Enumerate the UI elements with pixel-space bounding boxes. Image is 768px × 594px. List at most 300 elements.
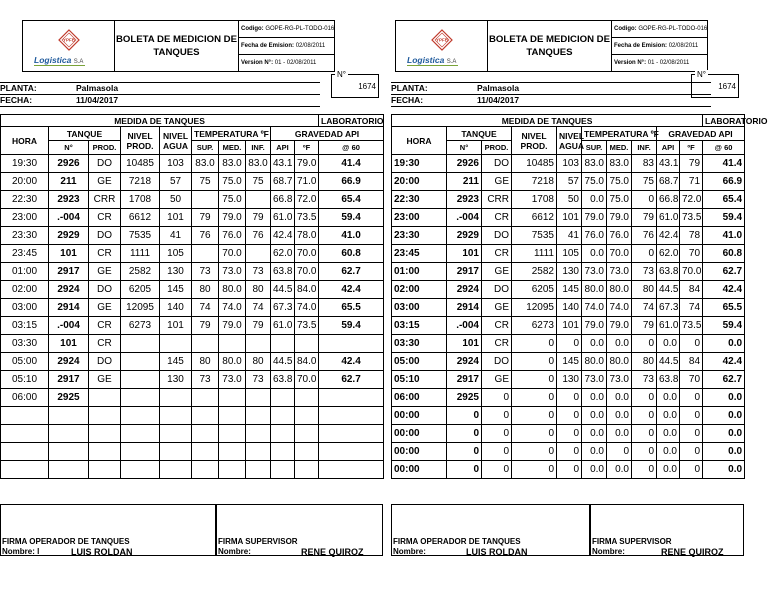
table-cell: 70.0 — [680, 263, 703, 281]
table-cell: 0 — [512, 425, 557, 443]
plant-info: PLANTA: Palmasola FECHA: 11/04/2017 — [391, 82, 711, 107]
table-cell: 2917 — [49, 263, 89, 281]
table-cell: 74.0 — [607, 299, 632, 317]
table-cell: 7535 — [512, 227, 557, 245]
table-row — [392, 425, 745, 443]
table-cell — [271, 443, 295, 461]
table-cell: 05:00 — [392, 353, 447, 371]
table-cell: 10485 — [512, 155, 557, 173]
table-cell: 0.0 — [657, 425, 680, 443]
table-cell: 70 — [680, 371, 703, 389]
table-cell: 59.4 — [703, 209, 745, 227]
table-cell: 84 — [680, 353, 703, 371]
table-cell: 00:00 — [392, 443, 447, 461]
table-cell: 2924 — [49, 281, 89, 299]
table-row — [392, 281, 745, 299]
table-cell — [1, 407, 49, 425]
table-cell: 101 — [160, 209, 192, 227]
table-cell: 03:00 — [1, 299, 49, 317]
table-cell: 145 — [160, 281, 192, 299]
table-cell: GE — [89, 371, 121, 389]
table-cell: 44.5 — [657, 353, 680, 371]
table-cell: 23:00 — [1, 209, 49, 227]
table-cell: 101 — [447, 335, 482, 353]
table-cell: 0 — [632, 461, 657, 479]
table-cell: 70.0 — [295, 371, 319, 389]
table-row — [392, 371, 745, 389]
table-cell: 6273 — [121, 317, 160, 335]
company-suffix: S.A — [446, 59, 457, 65]
table-cell: 80.0 — [219, 353, 246, 371]
table-cell: GE — [482, 173, 512, 191]
table-cell: 0 — [557, 389, 582, 407]
table-cell: 0.0 — [607, 407, 632, 425]
table-cell: 1708 — [512, 191, 557, 209]
table-cell: 2923 — [49, 191, 89, 209]
table-cell — [295, 407, 319, 425]
table-cell: 79.0 — [607, 317, 632, 335]
table-cell: 42.4 — [657, 227, 680, 245]
table-cell: 0.0 — [703, 335, 745, 353]
table-cell — [246, 425, 271, 443]
table-cell: 00:00 — [392, 407, 447, 425]
supervisor-name: RENE QUIROZ — [661, 547, 724, 557]
table-cell — [271, 389, 295, 407]
table-cell: 75.0 — [219, 191, 246, 209]
table-cell: 63.8 — [657, 371, 680, 389]
table-cell: 105 — [557, 245, 582, 263]
table-cell: 0 — [512, 371, 557, 389]
table-cell: 43.1 — [271, 155, 295, 173]
table-cell: 0.0 — [582, 191, 607, 209]
table-cell: 0.0 — [657, 443, 680, 461]
table-cell: 73.0 — [219, 371, 246, 389]
table-cell: 76 — [632, 227, 657, 245]
table-cell: 23:45 — [392, 245, 447, 263]
table-cell: 70.0 — [219, 245, 246, 263]
table-cell: 62.7 — [319, 263, 384, 281]
table-cell: 23:45 — [1, 245, 49, 263]
table-cell: 2925 — [447, 389, 482, 407]
table-cell: 06:00 — [392, 389, 447, 407]
table-cell: 50 — [557, 191, 582, 209]
table-cell: 0 — [482, 425, 512, 443]
table-cell: 0 — [512, 407, 557, 425]
table-cell: 02:00 — [1, 281, 49, 299]
table-cell: 41 — [557, 227, 582, 245]
table-cell: 2929 — [447, 227, 482, 245]
table-cell — [1, 425, 49, 443]
table-cell: 0 — [557, 425, 582, 443]
table-cell: 00:00 — [392, 461, 447, 479]
table-cell: 60.8 — [319, 245, 384, 263]
table-cell: 73 — [246, 371, 271, 389]
table-cell: 05:10 — [392, 371, 447, 389]
table-cell: 2917 — [447, 371, 482, 389]
table-cell: 0 — [557, 407, 582, 425]
table-cell: 103 — [160, 155, 192, 173]
table-cell: 0 — [680, 389, 703, 407]
table-cell: 0 — [447, 407, 482, 425]
table-cell: 2924 — [49, 353, 89, 371]
table-cell: 23:30 — [392, 227, 447, 245]
table-cell: 65.4 — [319, 191, 384, 209]
table-cell — [192, 245, 219, 263]
table-row — [1, 461, 384, 479]
table-cell: 83.0 — [246, 155, 271, 173]
table-cell: 57 — [557, 173, 582, 191]
table-cell: 78.0 — [295, 227, 319, 245]
measurement-table: MEDIDA DE TANQUES LABORATORIO HORA TANQUE NIVEL PROD. NIVEL AGUA TEMPERATURA ºF GRAVEDAD API N° PROD. SUP. MED. INF. API ºF @ 60 19:30 2926 DO 10485 103 83.0 83.0 83.0 43.1 79.0 41.4 20:00 211 GE 7218 57 75 75.0 75 68.7 71.0 66.9 22:30 2923 CRR 1708 50 75.0 66.8 72.0 65.4 23:00 .-004 CR 6612 101 79 79.0 79 61.0 73.5 59.4 23:30 2929 DO 7535 41 76 76.0 76 42.4 78.0 41.0 23:45 101 CR 1111 105 70.0 62.0 70.0 60.8 01:00 2917 GE 2582 130 73 73.0 73 63.8 70.0 62.7 02:00 2924 DO 6205 145 80 80.0 80 44.5 84.0 42.4 03:00 2914 GE 12095 140 74 74.0 74 67.3 74.0 65.5 03:15 .-004 CR 6273 101 79 79.0 79 61.0 73.5 59.4 03:30 101 CR 05:00 2924 DO 145 80 80.0 80 44.5 84.0 42.4 05:10 2917 GE 130 73 73.0 73 63.8 70.0 62.7 06:00 2925 — [0, 114, 384, 479]
table-cell: 00:00 — [392, 425, 447, 443]
table-cell: 80.0 — [582, 281, 607, 299]
table-cell: 0.0 — [703, 407, 745, 425]
table-cell: 59.4 — [703, 317, 745, 335]
table-row — [1, 155, 384, 173]
table-cell: CR — [482, 335, 512, 353]
table-cell: 62.7 — [319, 371, 384, 389]
table-cell: 61.0 — [271, 317, 295, 335]
table-cell: 0 — [482, 389, 512, 407]
table-cell — [219, 407, 246, 425]
company-logo — [396, 21, 488, 71]
table-cell: 6205 — [512, 281, 557, 299]
company-name: Logistica — [407, 55, 445, 65]
table-cell — [121, 443, 160, 461]
table-row — [392, 263, 745, 281]
table-cell — [319, 389, 384, 407]
table-cell: 05:00 — [1, 353, 49, 371]
table-cell: .-004 — [447, 209, 482, 227]
table-cell: 0.0 — [607, 389, 632, 407]
table-cell: 1111 — [512, 245, 557, 263]
table-cell — [121, 371, 160, 389]
table-cell: 22:30 — [392, 191, 447, 209]
table-cell: 73.0 — [219, 263, 246, 281]
table-cell: 0 — [557, 335, 582, 353]
table-cell — [271, 335, 295, 353]
table-row — [1, 299, 384, 317]
table-cell: 0.0 — [703, 389, 745, 407]
table-cell: 0 — [680, 461, 703, 479]
firma-supervisor: FIRMA SUPERVISOR Nombre: RENE QUIROZ — [590, 504, 744, 556]
table-cell: 71.0 — [295, 173, 319, 191]
table-cell: 0 — [512, 443, 557, 461]
table-cell: 03:00 — [392, 299, 447, 317]
table-cell: 83.0 — [582, 155, 607, 173]
table-cell: 02:00 — [392, 281, 447, 299]
table-cell: 0 — [482, 461, 512, 479]
table-cell: 73 — [192, 371, 219, 389]
company-name: Logistica — [34, 55, 72, 65]
table-cell: 83 — [632, 155, 657, 173]
table-cell: 130 — [160, 371, 192, 389]
table-cell — [219, 443, 246, 461]
table-cell: DO — [482, 281, 512, 299]
table-row — [392, 407, 745, 425]
table-cell: 76.0 — [582, 227, 607, 245]
table-cell: 80.0 — [219, 281, 246, 299]
table-cell: 7535 — [121, 227, 160, 245]
table-cell: 74.0 — [295, 299, 319, 317]
table-row — [1, 407, 384, 425]
plant-info: PLANTA: Palmasola FECHA: 11/04/2017 — [0, 82, 320, 107]
table-cell: 75.0 — [607, 191, 632, 209]
table-cell: 01:00 — [392, 263, 447, 281]
table-cell: 66.8 — [271, 191, 295, 209]
table-cell: 0.0 — [582, 407, 607, 425]
table-cell — [295, 461, 319, 479]
table-cell: 72.0 — [680, 191, 703, 209]
table-cell: 79.0 — [219, 209, 246, 227]
table-cell — [1, 461, 49, 479]
table-row — [1, 245, 384, 263]
table-cell: 20:00 — [392, 173, 447, 191]
table-cell — [295, 425, 319, 443]
table-cell — [192, 443, 219, 461]
table-cell: 0 — [680, 443, 703, 461]
table-cell: 80 — [192, 281, 219, 299]
table-row — [392, 443, 745, 461]
table-cell: 0 — [447, 425, 482, 443]
table-cell: 211 — [447, 173, 482, 191]
table-cell — [271, 407, 295, 425]
table-cell: DO — [89, 227, 121, 245]
table-cell: 2914 — [49, 299, 89, 317]
table-cell: 0 — [632, 425, 657, 443]
table-cell — [121, 353, 160, 371]
table-cell: 63.8 — [657, 263, 680, 281]
table-cell: CRR — [89, 191, 121, 209]
table-cell: DO — [89, 155, 121, 173]
table-cell: 0 — [680, 425, 703, 443]
table-cell: 20:00 — [1, 173, 49, 191]
table-cell: 0 — [447, 443, 482, 461]
form-meta: Codigo: GOPE-RG-PL-TODO-016 Fecha de Emision: 02/08/2011 Version N°: 01 - 02/08/2011 — [239, 21, 334, 71]
table-cell: 145 — [557, 281, 582, 299]
table-cell: 0.0 — [582, 461, 607, 479]
table-cell: DO — [89, 353, 121, 371]
table-cell: 101 — [160, 317, 192, 335]
table-cell — [89, 443, 121, 461]
table-row — [392, 299, 745, 317]
fecha-value: 11/04/2017 — [76, 95, 119, 105]
table-cell — [219, 461, 246, 479]
table-cell: 0.0 — [582, 245, 607, 263]
table-cell — [219, 389, 246, 407]
table-cell: 73.5 — [295, 317, 319, 335]
table-cell: 01:00 — [1, 263, 49, 281]
table-cell: 72.0 — [295, 191, 319, 209]
table-cell: 76.0 — [219, 227, 246, 245]
table-cell: 84.0 — [295, 353, 319, 371]
table-cell: 70 — [680, 245, 703, 263]
table-cell — [246, 335, 271, 353]
table-row — [392, 335, 745, 353]
table-cell: 66.9 — [703, 173, 745, 191]
table-cell: 130 — [557, 263, 582, 281]
table-cell: 0 — [512, 461, 557, 479]
table-row — [1, 371, 384, 389]
table-cell — [192, 389, 219, 407]
firma-operador: FIRMA OPERADOR DE TANQUES Nombre: l LUIS ROLDAN — [0, 504, 216, 556]
table-row — [1, 227, 384, 245]
form-header — [395, 20, 708, 72]
ypfb-brand-text: YPFB — [435, 37, 449, 43]
table-cell: GE — [89, 299, 121, 317]
table-cell: 61.0 — [657, 209, 680, 227]
table-cell: 101 — [557, 317, 582, 335]
table-cell — [121, 425, 160, 443]
table-cell: 211 — [49, 173, 89, 191]
table-cell: 03:15 — [1, 317, 49, 335]
table-cell — [160, 425, 192, 443]
table-cell — [89, 461, 121, 479]
table-cell: 42.4 — [319, 353, 384, 371]
table-cell: CR — [482, 317, 512, 335]
table-cell: 70.0 — [295, 245, 319, 263]
table-row — [1, 335, 384, 353]
table-cell: 12095 — [512, 299, 557, 317]
table-cell: 0.0 — [582, 389, 607, 407]
table-cell: 42.4 — [703, 353, 745, 371]
table-cell: 76.0 — [607, 227, 632, 245]
table-cell: 75.0 — [607, 173, 632, 191]
table-cell: 79 — [246, 209, 271, 227]
table-cell: 73.0 — [582, 371, 607, 389]
table-cell: 22:30 — [1, 191, 49, 209]
table-cell: 19:30 — [392, 155, 447, 173]
table-cell: 2582 — [121, 263, 160, 281]
table-cell — [49, 407, 89, 425]
table-cell: 74 — [632, 299, 657, 317]
table-cell: 80.0 — [582, 353, 607, 371]
table-cell: 2925 — [49, 389, 89, 407]
table-cell: 84.0 — [295, 281, 319, 299]
fecha-value: 11/04/2017 — [477, 95, 520, 105]
table-cell — [160, 461, 192, 479]
supervisor-name: RENE QUIROZ — [301, 547, 364, 557]
table-cell — [89, 407, 121, 425]
table-cell: CR — [482, 209, 512, 227]
table-cell: 101 — [447, 245, 482, 263]
table-cell: 84 — [680, 281, 703, 299]
table-cell: 0.0 — [582, 425, 607, 443]
table-cell: 130 — [557, 371, 582, 389]
table-cell: GE — [89, 173, 121, 191]
table-cell: 76 — [192, 227, 219, 245]
table-cell: 43.1 — [657, 155, 680, 173]
table-cell: 03:15 — [392, 317, 447, 335]
table-cell: GE — [89, 263, 121, 281]
table-cell: CR — [482, 245, 512, 263]
table-cell: 68.7 — [657, 173, 680, 191]
table-cell — [160, 389, 192, 407]
table-cell: 75 — [192, 173, 219, 191]
table-cell — [246, 461, 271, 479]
table-row — [1, 317, 384, 335]
table-cell — [192, 335, 219, 353]
table-cell — [319, 335, 384, 353]
table-cell: CR — [89, 209, 121, 227]
table-cell: 0.0 — [607, 335, 632, 353]
table-cell: 0.0 — [703, 425, 745, 443]
table-row — [1, 443, 384, 461]
table-row — [392, 155, 745, 173]
table-cell: 59.4 — [319, 209, 384, 227]
table-cell: 74.0 — [582, 299, 607, 317]
table-cell — [49, 425, 89, 443]
table-cell: 79.0 — [607, 209, 632, 227]
table-cell: 0 — [632, 407, 657, 425]
table-cell: 73.0 — [607, 263, 632, 281]
table-row — [392, 461, 745, 479]
table-cell: 41.4 — [319, 155, 384, 173]
table-cell: 73 — [192, 263, 219, 281]
firma-supervisor: FIRMA SUPERVISOR Nombre: RENE QUIROZ — [216, 504, 383, 556]
table-cell: 0 — [512, 353, 557, 371]
table-cell: 80 — [632, 353, 657, 371]
table-cell: 2914 — [447, 299, 482, 317]
table-cell — [271, 425, 295, 443]
table-cell: 140 — [160, 299, 192, 317]
table-cell: 80.0 — [607, 281, 632, 299]
table-cell: 0 — [632, 191, 657, 209]
table-cell: 0.0 — [657, 335, 680, 353]
table-cell — [319, 425, 384, 443]
table-row — [1, 263, 384, 281]
table-cell — [246, 443, 271, 461]
table-cell: 67.3 — [271, 299, 295, 317]
table-cell: CRR — [482, 191, 512, 209]
table-cell: 67.3 — [657, 299, 680, 317]
table-cell — [219, 335, 246, 353]
table-cell: 6612 — [121, 209, 160, 227]
table-cell: 63.8 — [271, 371, 295, 389]
table-cell: 0 — [632, 335, 657, 353]
table-cell — [319, 443, 384, 461]
table-cell: 10485 — [121, 155, 160, 173]
table-cell: 23:30 — [1, 227, 49, 245]
company-suffix: S.A — [73, 59, 84, 65]
table-cell: 0.0 — [582, 335, 607, 353]
table-cell — [271, 461, 295, 479]
table-cell: 74 — [246, 299, 271, 317]
table-cell: 79 — [192, 317, 219, 335]
table-cell: 7218 — [121, 173, 160, 191]
table-cell: 101 — [49, 335, 89, 353]
table-cell: 73 — [632, 371, 657, 389]
table-cell: 78 — [680, 227, 703, 245]
table-cell: 1111 — [121, 245, 160, 263]
table-cell: 105 — [160, 245, 192, 263]
table-cell: GE — [482, 371, 512, 389]
table-cell: 42.4 — [319, 281, 384, 299]
table-cell: .-004 — [49, 209, 89, 227]
table-row — [392, 191, 745, 209]
table-cell: 0 — [607, 443, 632, 461]
table-cell: 0 — [482, 407, 512, 425]
table-row — [1, 425, 384, 443]
table-cell: 79 — [680, 155, 703, 173]
table-cell: 79 — [246, 317, 271, 335]
table-cell — [295, 443, 319, 461]
numero-box: N° 1674 — [691, 74, 739, 98]
table-cell — [49, 461, 89, 479]
table-cell: 145 — [557, 353, 582, 371]
table-cell: 103 — [557, 155, 582, 173]
table-cell: 05:10 — [1, 371, 49, 389]
